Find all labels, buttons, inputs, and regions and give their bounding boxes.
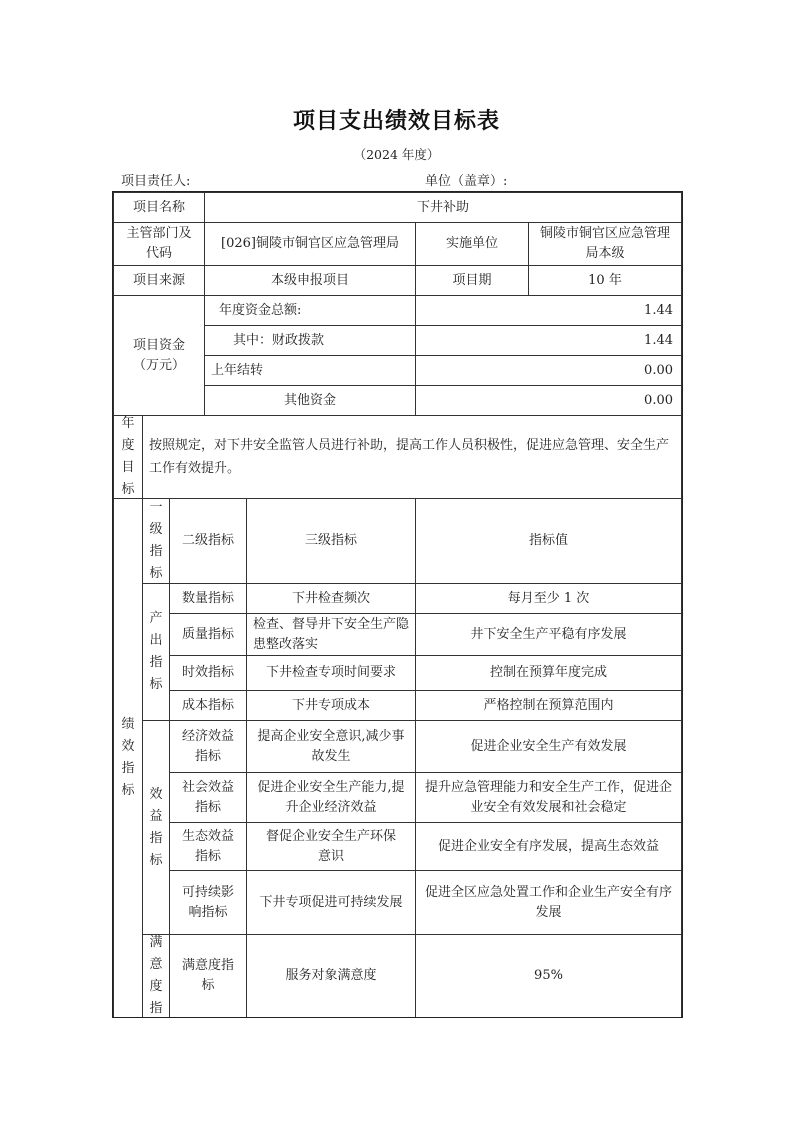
output-row-level3: 检查、督导井下安全生产隐患整改落实	[246, 613, 416, 656]
output-row-level3: 下井检查专项时间要求	[246, 655, 416, 691]
funds-total-value: 1.44	[415, 295, 682, 326]
funds-carryover-label: 上年结转	[204, 355, 416, 386]
benefit-row-level2: 可持续影响指标	[169, 870, 247, 935]
responsible-person-label: 项目责任人:	[121, 174, 191, 189]
year-label: （2024 年度）	[353, 147, 440, 162]
benefit-row-value: 促进全区应急处置工作和企业生产安全有序发展	[415, 870, 682, 935]
project-name-label: 项目名称	[113, 192, 205, 223]
dept-label: 主管部门及代码	[113, 222, 205, 266]
satisfaction-row-level2: 满意度指标	[169, 934, 247, 1018]
header-level2: 二级指标	[169, 498, 247, 584]
output-row-level2: 成本指标	[169, 690, 247, 721]
satisfaction-row-value: 95%	[415, 934, 682, 1018]
header-level1: 一级指标	[142, 498, 170, 584]
page-title: 项目支出绩效目标表	[292, 109, 500, 134]
output-row-value: 严格控制在预算范围内	[415, 690, 682, 721]
indicators-section-label: 绩效指标	[113, 498, 143, 1018]
funds-other-label: 其他资金	[204, 385, 416, 416]
benefit-row-level2: 社会效益指标	[169, 772, 247, 823]
source-value: 本级申报项目	[204, 265, 416, 296]
impl-label: 实施单位	[415, 222, 529, 266]
header-value: 指标值	[415, 498, 682, 584]
output-row-value: 井下安全生产平稳有序发展	[415, 613, 682, 656]
annual-goal-label: 年度目标	[113, 415, 143, 499]
benefit-row-level3: 提高企业安全意识,减少事故发生	[246, 720, 416, 773]
annual-goal-text: 按照规定，对下井安全监管人员进行补助，提高工作人员积极性，促进应急管理、安全生产工作有效提升。	[142, 415, 682, 499]
source-label: 项目来源	[113, 265, 205, 296]
benefit-indicators-label: 效益指标	[142, 720, 170, 935]
benefit-row-value: 促进企业安全有序发展，提高生态效益	[415, 822, 682, 871]
output-row-value: 控制在预算年度完成	[415, 655, 682, 691]
output-row-level2: 质量指标	[169, 613, 247, 656]
funds-label: 项目资金（万元）	[113, 295, 205, 416]
project-name-value: 下井补助	[204, 192, 682, 223]
benefit-row-value: 促进企业安全生产有效发展	[415, 720, 682, 773]
funds-total-label: 年度资金总额:	[204, 295, 416, 326]
output-row-level2: 时效指标	[169, 655, 247, 691]
period-value: 10 年	[528, 265, 682, 296]
benefit-row-level2: 经济效益指标	[169, 720, 247, 773]
header-level3: 三级指标	[246, 498, 416, 584]
output-row-level2: 数量指标	[169, 583, 247, 614]
funds-fiscal-label: 其中：财政拨款	[204, 325, 416, 356]
output-row-level3: 下井专项成本	[246, 690, 416, 721]
funds-carryover-value: 0.00	[415, 355, 682, 386]
benefit-row-level3: 下井专项促进可持续发展	[246, 870, 416, 935]
impl-value: 铜陵市铜官区应急管理局本级	[528, 222, 682, 266]
unit-seal-label: 单位（盖章）:	[425, 174, 508, 189]
benefit-row-value: 提升应急管理能力和安全生产工作，促进企业安全有效发展和社会稳定	[415, 772, 682, 823]
funds-other-value: 0.00	[415, 385, 682, 416]
satisfaction-indicators-label: 满意度指	[142, 934, 170, 1018]
output-row-value: 每月至少 1 次	[415, 583, 682, 614]
funds-fiscal-value: 1.44	[415, 325, 682, 356]
dept-value: [026]铜陵市铜官区应急管理局	[204, 222, 416, 266]
satisfaction-row-level3: 服务对象满意度	[246, 934, 416, 1018]
period-label: 项目期	[415, 265, 529, 296]
benefit-row-level2: 生态效益指标	[169, 822, 247, 871]
output-indicators-label: 产出指标	[142, 583, 170, 721]
benefit-row-level3: 促进企业安全生产能力,提升企业经济效益	[246, 772, 416, 823]
benefit-row-level3: 督促企业安全生产环保意识	[246, 822, 416, 871]
output-row-level3: 下井检查频次	[246, 583, 416, 614]
